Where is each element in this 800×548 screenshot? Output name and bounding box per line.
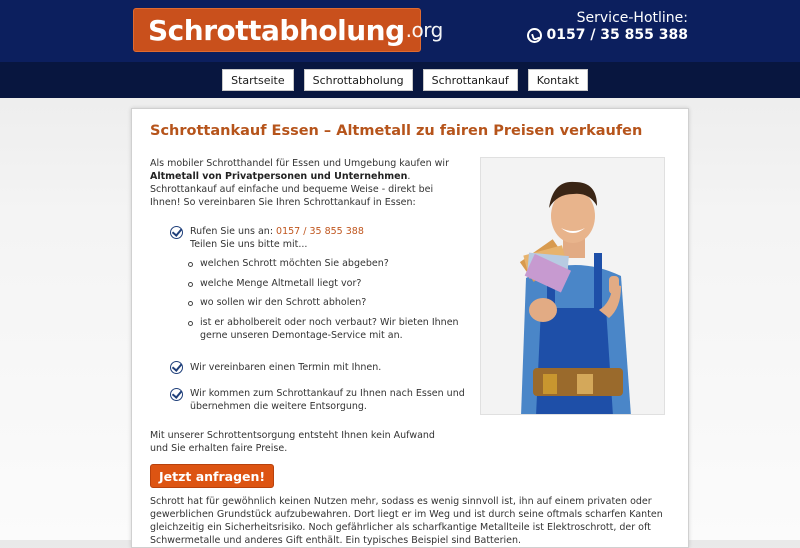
site-header <box>0 0 800 62</box>
check-icon <box>170 361 183 374</box>
check-icon <box>170 388 183 401</box>
step-appointment: Wir vereinbaren einen Termin mit Ihnen. <box>190 362 382 373</box>
worker-photo <box>480 157 665 415</box>
intro-text-start: Als mobiler Schrotthandel für Essen und Umgebung kaufen wir <box>150 158 449 169</box>
step-pickup: Wir kommen zum Schrottankauf zu Ihnen nach Essen und übernehmen die weitere Entsorgung. <box>190 388 465 412</box>
intro-paragraph <box>150 157 460 209</box>
nav-item-schrottabholung[interactable]: Schrottabholung <box>304 69 413 91</box>
nav-item-startseite[interactable]: Startseite <box>222 69 294 91</box>
step-call <box>190 225 470 251</box>
page-title: Schrottankauf Essen – Altmetall zu fairen Preisen verkaufen <box>150 123 643 139</box>
site-logo[interactable] <box>133 8 443 52</box>
list-item: welche Menge Altmetall liegt vor? <box>200 277 465 290</box>
logo-text: Schrottabholung <box>148 13 405 47</box>
list-item: ist er abholbereit oder noch verbaut? Wir bieten Ihnen gerne unseren Demontage-Service mit an. <box>200 316 465 342</box>
list-item: wo sollen wir den Schrott abholen? <box>200 296 465 309</box>
phone-icon <box>527 28 542 43</box>
check-icon <box>170 226 183 239</box>
nav-item-schrottankauf[interactable]: Schrottankauf <box>423 69 518 91</box>
nav-item-kontakt[interactable]: Kontakt <box>528 69 588 91</box>
worker-illustration <box>481 158 665 415</box>
intro-text-bold: Altmetall von Privatpersonen und Unternehmen <box>150 171 408 182</box>
step-call-label: Rufen Sie uns an: <box>190 226 277 237</box>
step-call-sub: Teilen Sie uns bitte mit... <box>190 239 308 250</box>
hotline-label: Service-Hotline: <box>576 10 688 26</box>
hotline-number[interactable] <box>527 26 688 44</box>
main-navigation <box>0 62 800 98</box>
service-hotline <box>527 10 688 44</box>
request-button[interactable]: Jetzt anfragen! <box>150 464 274 488</box>
content-box <box>131 108 689 548</box>
logo-tld: .org <box>405 17 443 42</box>
intro-text-end: . Schrottankauf auf einfache und bequeme Weise - direkt bei Ihnen! So vereinbaren Sie Ihren Schrottankauf in Essen: <box>150 171 434 208</box>
phone-link[interactable]: 0157 / 35 855 388 <box>276 226 364 237</box>
list-item: welchen Schrott möchten Sie abgeben? <box>200 257 465 270</box>
outro-paragraph: Mit unserer Schrottentsorgung entsteht Ihnen kein Aufwand und Sie erhalten faire Preise. <box>150 430 435 454</box>
hotline-number-text: 0157 / 35 855 388 <box>546 27 688 43</box>
body-paragraph: Schrott hat für gewöhnlich keinen Nutzen mehr, sodass es wenig sinnvoll ist, ihn auf einem privaten oder gewerblichen Grundstück aufzubewahren. Dort liegt er im Weg und ist durch seine oftmals scharfen Kanten gleichzeitig ein Sicherheitsrisiko. Noch gefährlicher als scharfkantige Metallteile ist Elektroschrott, der oft Schwermetalle und anderes Gift enthält. Ein typisches Beispiel sind Batterien. <box>150 496 663 546</box>
